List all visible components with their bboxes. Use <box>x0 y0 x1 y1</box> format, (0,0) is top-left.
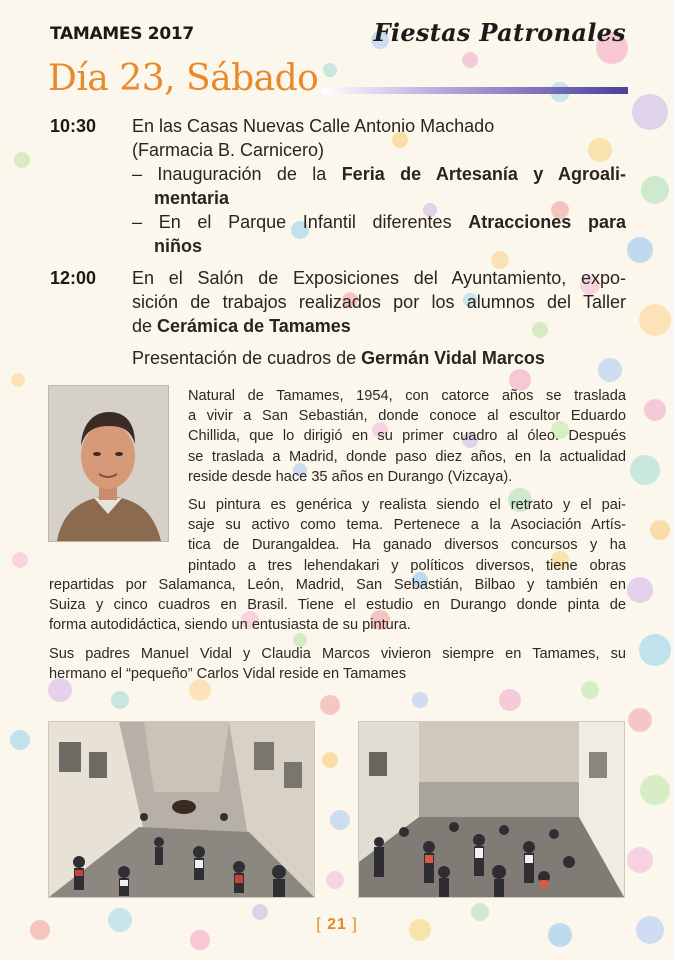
item-bold-cont: mentaria <box>154 188 230 208</box>
schedule-item <box>132 162 626 186</box>
item-text: Inauguración de la <box>157 164 342 184</box>
title-underline-bar <box>322 87 628 94</box>
bio-line: Chillida, que lo dirigió en su primer cuadro al óleo. Después <box>188 428 626 445</box>
schedule-line <box>132 314 626 338</box>
schedule-line: sición de trabajos realizados por los alumnos del Taller <box>132 292 626 312</box>
bio-line: repartidas por Salamanca, León, Madrid, San Sebastián, Bilbao y también en <box>49 577 626 593</box>
item-text: En el Parque Infantil diferentes <box>158 212 469 232</box>
page-bracket-right: ] <box>352 916 358 933</box>
bio-line: tica de Durangaldea. Ha ganado diversos concursos y ha <box>188 537 626 554</box>
bio-line: Natural de Tamames, 1954, con catorce años se traslada <box>188 388 626 404</box>
bio-line: a vivir a San Sebastián, donde conoce al escultor Eduardo <box>188 408 626 425</box>
artist-portrait <box>49 386 168 541</box>
item-bold-cont: niños <box>154 236 202 256</box>
bio-line: Sus padres Manuel Vidal y Claudia Marcos vivieron siempre en Tamames, su <box>49 645 626 662</box>
page-number-value: 21 <box>327 916 347 933</box>
item-continuation <box>132 234 626 258</box>
bio-line: Su pintura es genérica y realista siendo el retrato y el pai- <box>188 497 626 514</box>
page-number <box>0 916 674 934</box>
street-crowd-photo-right <box>359 722 624 897</box>
page-bracket-left: [ <box>316 916 322 933</box>
line-bold: Cerámica de Tamames <box>157 316 351 336</box>
photo-image <box>49 722 314 897</box>
line-text: de <box>132 316 158 336</box>
bio-line: pintado a tres lehendakari y políticos diversos, tiene obras <box>188 557 626 574</box>
item-dash: – <box>132 212 143 232</box>
schedule-entry-1030 <box>50 114 626 258</box>
section-header: Fiestas Patronales <box>373 18 626 47</box>
bio-line: saje su activo como tema. Pertenece a la Asociación Artís- <box>188 517 626 534</box>
item-continuation <box>132 186 626 210</box>
schedule-line: En las Casas Nuevas Calle Antonio Machado <box>132 116 495 136</box>
schedule-item <box>132 210 626 234</box>
photo-image <box>359 722 624 897</box>
artist-bio-wide <box>49 575 626 684</box>
artist-name: Germán Vidal Marcos <box>361 348 545 368</box>
line-text: Presentación de cuadros de <box>132 348 362 368</box>
bio-line: forma autodidáctica, siendo un entusiasta de su pintura. <box>49 617 411 634</box>
bio-line: se traslada a Madrid, donde paso diez años, en la actualidad <box>188 448 626 465</box>
artist-bio-narrow <box>188 386 626 576</box>
item-dash: – <box>132 164 143 184</box>
presentation-line <box>132 346 626 370</box>
item-bold: Feria de Artesanía y Agroali- <box>341 164 626 184</box>
schedule-line: En el Salón de Exposiciones del Ayuntamiento, expo- <box>132 268 626 288</box>
bio-line: reside desde hace 35 años en Durango (Vizcaya). <box>188 468 513 485</box>
publication-header: TAMAMES 2017 <box>50 24 194 44</box>
schedule-entry-1200 <box>50 266 626 370</box>
portrait-image <box>49 386 168 541</box>
schedule-line: (Farmacia B. Carnicero) <box>132 140 325 160</box>
street-bull-run-photo-left <box>49 722 314 897</box>
bio-line: hermano el “pequeño” Carlos Vidal reside en Tamames <box>49 665 407 682</box>
page-title: Día 23, Sábado <box>48 58 319 99</box>
bio-line: Suiza y cinco cuadros en Brasil. Tiene el estudio en Durango donde pinta de <box>49 597 626 614</box>
schedule-time: 10:30 <box>50 116 97 136</box>
item-bold: Atracciones para <box>468 212 626 232</box>
schedule-time: 12:00 <box>50 268 97 288</box>
